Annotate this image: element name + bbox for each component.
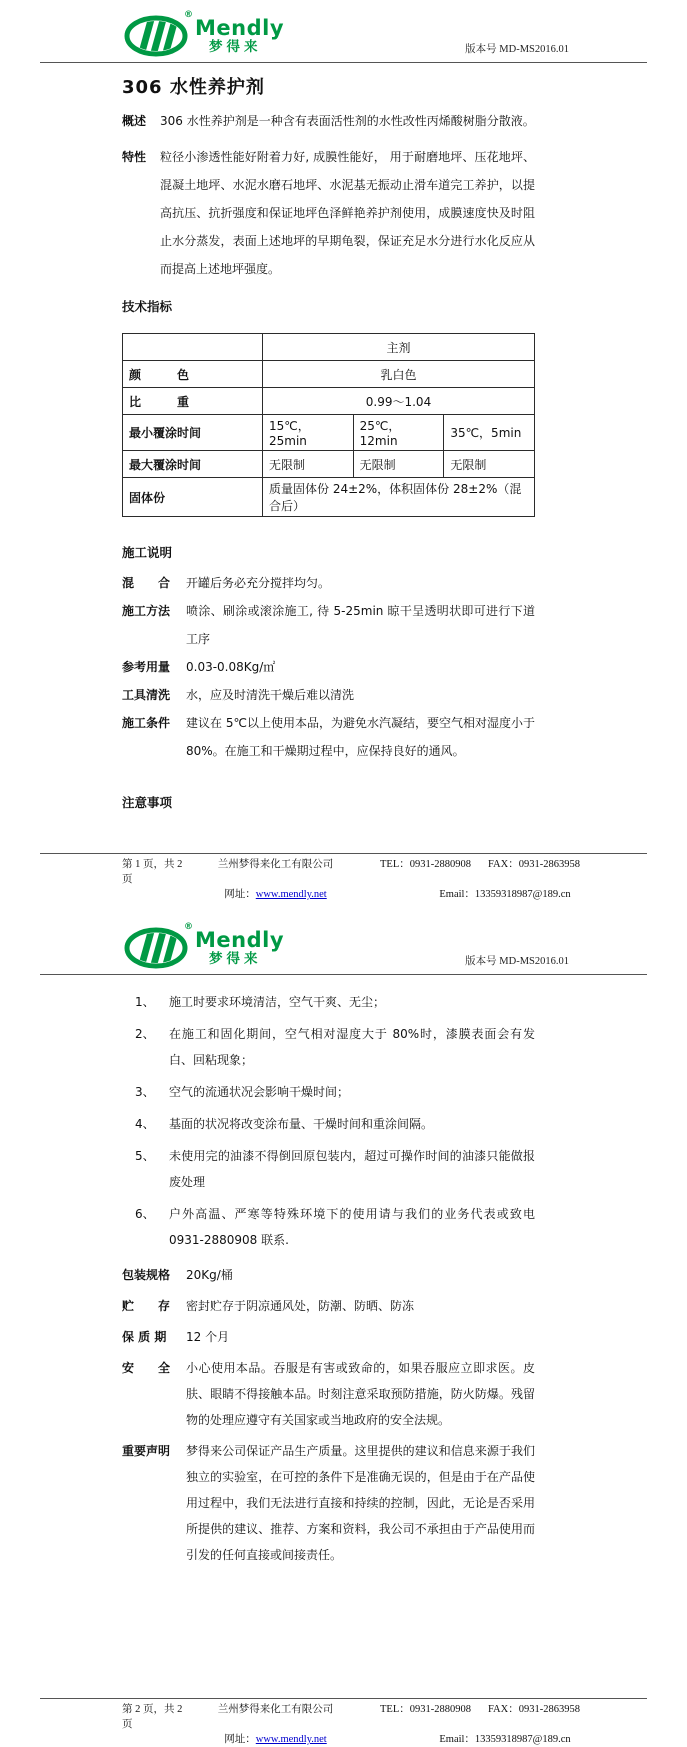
note-number: 4、 [135,1117,155,1131]
web-label: 网址： [224,1734,256,1745]
note-text: 空气的流通状况会影响干燥时间； [169,1085,350,1099]
page1-header [124,10,569,58]
registered-trademark-icon: ® [184,922,193,932]
item-label: 施工条件 [122,716,171,730]
page2-header [124,922,569,970]
page2-footer [40,1698,647,1747]
info-label: 贮 存 [122,1299,171,1313]
email: Email：13359318987@189.cn [439,889,571,900]
tel: TEL：0931-2880908 [380,1704,471,1715]
info-label: 保 质 期 [122,1330,167,1344]
version-number: 版本号 MD-MS2016.01 [465,44,569,55]
table-cell: 无限制 [353,451,444,478]
item-text: 建议在 5℃以上使用本品，为避免水汽凝结，要空气相对湿度小于 80%。在施工和干燥期过程中，应保持良好的通风。 [186,716,535,758]
construction-item [122,597,535,653]
item-label: 施工方法 [122,604,171,618]
table-cell: 无限制 [263,451,354,478]
note-item [135,1143,535,1195]
note-item [135,1201,535,1253]
header-rule [40,62,647,63]
note-text: 未使用完的油漆不得倒回原包装内，超过可操作时间的油漆只能做报废处理 [169,1149,535,1189]
overview-label: 概述 [122,114,147,128]
brand-name-cn: 梦得来 [209,38,262,55]
table-header-cell: 主剂 [263,334,535,361]
table-cell-empty [123,334,263,361]
table-row [123,451,535,478]
construction-item [122,709,535,765]
info-label: 安 全 [122,1361,171,1375]
mendly-logo-icon [124,14,190,58]
note-text: 户外高温、严寒等特殊环境下的使用请与我们的业务代表或致电 0931-2880908 联系. [169,1207,535,1247]
features-section [122,143,535,283]
construction-item [122,653,535,681]
info-text: 20Kg/桶 [186,1268,233,1282]
features-text: 粒径小渗透性能好附着力好, 成膜性能好， 用于耐磨地坪、压花地坪、混凝土地坪、水泥水磨石地坪、水泥基无振动止滑车道完工养护，以提高抗压、抗折强度和保证地坪色泽鲜艳养护剂使用，成膜速度快及时阻止水分蒸发，表面上述地坪的早期龟裂，保证充足水分进行水化反应从而提高上述地坪强度。 [160,150,535,276]
brand-name-cn: 梦得来 [209,950,262,967]
website-link[interactable]: www.mendly.net [255,1734,327,1745]
note-item [135,1079,535,1105]
brand-name-en: Mendly [195,927,285,952]
brand-name-en: Mendly [195,15,285,40]
note-number: 1、 [135,995,155,1009]
info-label: 包装规格 [122,1268,171,1282]
construction-heading: 施工说明 [122,545,173,560]
table-row [123,361,535,388]
notes-heading: 注意事项 [122,795,173,810]
note-number: 2、 [135,1027,155,1041]
web-label: 网址： [224,889,256,900]
page-title: 306 水性养护剂 [122,77,265,98]
info-item [122,1293,535,1319]
note-item [135,1021,535,1073]
construction-item [122,681,535,709]
page-number: 第 2 页，共 2 页 [122,1704,183,1730]
item-text: 水，应及时清洗干燥后难以清洗 [186,688,355,702]
page-number: 第 1 页，共 2 页 [122,859,183,885]
tech-spec-heading: 技术指标 [122,299,173,314]
overview-text: 306 水性养护剂是一种含有表面活性剂的水性改性丙烯酸树脂分散液。 [160,114,535,128]
overview-section [122,107,535,135]
note-text: 施工时要求环境清洁，空气干爽、无尘； [169,995,386,1009]
table-row [123,334,535,361]
company-name: 兰州梦得来化工有限公司 [217,1704,334,1715]
table-row-label: 最大覆涂时间 [123,451,263,478]
document-sheet [0,10,687,1745]
table-row-label: 最小覆涂时间 [123,415,263,451]
version-number: 版本号 MD-MS2016.01 [465,956,569,967]
mendly-logo [124,10,285,58]
info-text: 小心使用本品。吞服是有害或致命的，如果吞服应立即求医。皮肤、眼睛不得接触本品。时刻注意采取预防措施，防火防爆。残留物的处理应遵守有关国家或当地政府的安全法规。 [186,1361,535,1427]
table-cell: 15℃，25min [263,415,354,451]
info-text: 12 个月 [186,1330,230,1344]
info-item [122,1355,535,1433]
tel: TEL：0931-2880908 [380,859,471,870]
item-text: 喷涂、刷涂或滚涂施工, 待 5-25min 晾干呈透明状即可进行下道工序 [186,604,535,646]
table-row-label: 比 重 [123,388,263,415]
info-text: 密封贮存于阴凉通风处，防潮、防晒、防冻 [186,1299,415,1313]
fax: FAX：0931-2863958 [488,1704,580,1715]
note-number: 5、 [135,1149,155,1163]
features-label: 特性 [122,150,147,164]
note-text: 在施工和固化期间，空气相对湿度大于 80%时，漆膜表面会有发白、回粘现象； [169,1027,535,1067]
table-cell: 0.99～1.04 [263,388,535,415]
note-item [135,1111,535,1137]
page1-footer [40,853,647,902]
item-label: 混 合 [122,576,171,590]
note-number: 6、 [135,1207,155,1221]
table-row [123,478,535,517]
table-row [123,388,535,415]
table-cell: 质量固体份 24±2%，体积固体份 28±2%（混合后） [263,478,535,517]
tech-spec-table [122,333,535,517]
table-cell: 25℃，12min [353,415,444,451]
info-item [122,1438,535,1568]
table-row-label: 颜 色 [123,361,263,388]
item-label: 工具清洗 [122,688,171,702]
registered-trademark-icon: ® [184,10,193,20]
company-name: 兰州梦得来化工有限公司 [217,859,334,870]
item-label: 参考用量 [122,660,171,674]
table-row [123,415,535,451]
table-row-label: 固体份 [123,478,263,517]
website-link[interactable]: www.mendly.net [255,889,327,900]
construction-item [122,569,535,597]
note-number: 3、 [135,1085,155,1099]
table-cell: 35℃，5min [444,415,535,451]
info-item [122,1262,535,1288]
table-cell: 乳白色 [263,361,535,388]
info-text: 梦得来公司保证产品生产质量。这里提供的建议和信息来源于我们独立的实验室，在可控的条件下是准确无误的，但是由于在产品使用过程中，我们无法进行直接和持续的控制，因此，无论是否采用所提供的建议、推荐、方案和资料，我公司不承担由于产品使用而引发的任何直接或间接责任。 [186,1444,535,1562]
email: Email：13359318987@189.cn [439,1734,571,1745]
item-text: 开罐后务必充分搅拌均匀。 [186,576,331,590]
note-item [135,989,535,1015]
info-label: 重要声明 [122,1444,171,1458]
mendly-logo-icon [124,926,190,970]
mendly-logo [124,922,285,970]
note-text: 基面的状况将改变涂布量、干燥时间和重涂间隔。 [169,1117,434,1131]
info-item [122,1324,535,1350]
fax: FAX：0931-2863958 [488,859,580,870]
item-text: 0.03-0.08Kg/㎡ [186,660,276,674]
table-cell: 无限制 [444,451,535,478]
